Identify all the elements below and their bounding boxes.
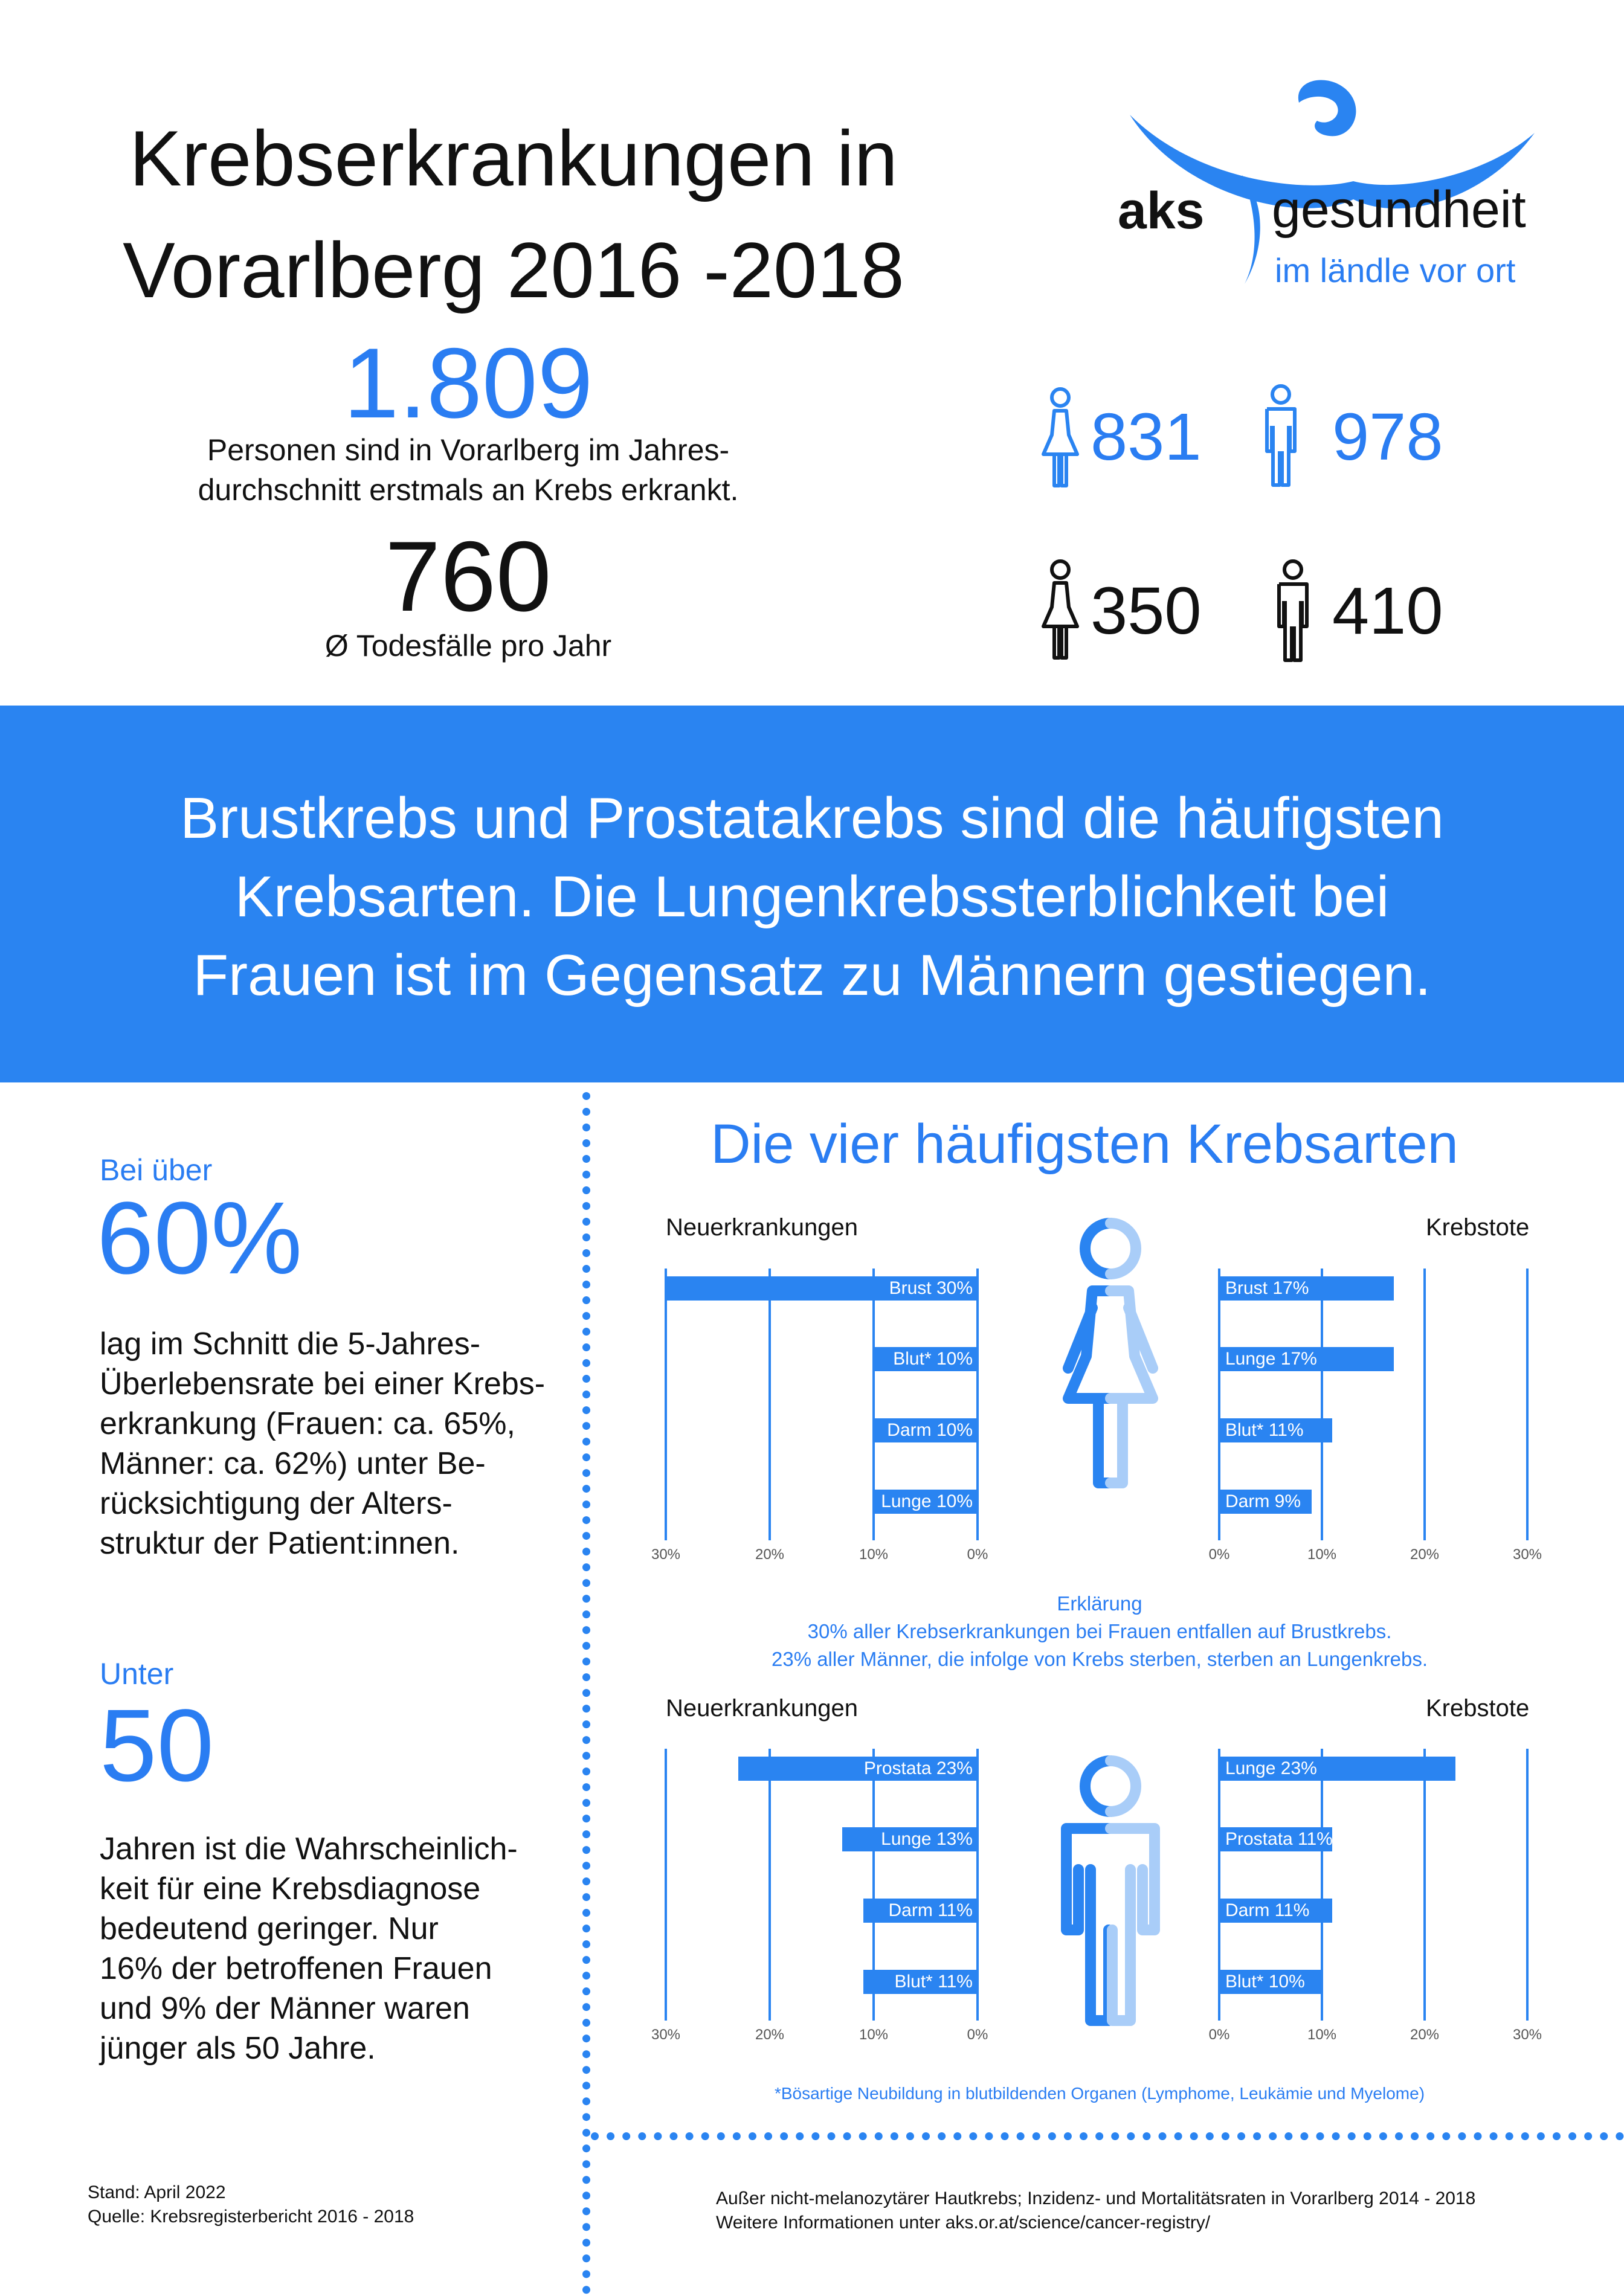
bar: [666, 1276, 978, 1301]
footer-right: [716, 2187, 1475, 2235]
survival-prefix: Bei über: [100, 1153, 213, 1187]
bar: [863, 1970, 978, 1994]
bar-label: Lunge 10%: [881, 1491, 973, 1511]
horizontal-divider: [591, 2132, 1624, 2140]
explanation-line-1: 30% aller Krebserkrankungen bei Frauen entfallen auf Brustkrebs.: [807, 1620, 1392, 1642]
age-line: und 9% der Männer waren: [100, 1991, 470, 2026]
bar: [738, 1757, 978, 1781]
bar: [1219, 1970, 1322, 1994]
bar: [874, 1347, 978, 1371]
survival-line: lag im Schnitt die 5-Jahres-: [100, 1326, 481, 1362]
chart-header-left: Neuerkrankungen: [666, 1214, 858, 1241]
bar: [1219, 1757, 1455, 1781]
incidence-men: 978: [1332, 400, 1443, 474]
tick-label: 0%: [967, 2027, 988, 2043]
aks-logo: [1112, 79, 1547, 302]
chart-header-right: Krebstote: [1426, 1214, 1530, 1241]
age-prefix: Unter: [100, 1657, 174, 1691]
banner-line-3: Frauen ist im Gegensatz zu Männern gestiegen.: [193, 943, 1431, 1008]
tick-label: 20%: [755, 1546, 785, 1563]
gridline: [1423, 1269, 1426, 1540]
survival-line: rücksichtigung der Alters-: [100, 1486, 453, 1521]
tick-label: 30%: [1512, 2027, 1542, 2043]
banner-line-1: Brustkrebs und Prostatakrebs sind die häufigsten: [180, 786, 1444, 851]
woman-icon: [1036, 559, 1084, 661]
logo-brand: aks: [1118, 182, 1205, 240]
tick-label: 10%: [859, 1546, 889, 1563]
bar: [1219, 1276, 1394, 1301]
footer-note: Außer nicht-melanozytärer Hautkrebs; Inzidenz- und Mortalitätsraten in Vorarlberg 2014 - 2018: [716, 2188, 1476, 2208]
gridline: [1526, 1749, 1529, 2021]
tick-label: 30%: [651, 2027, 681, 2043]
footnote: *Bösartige Neubildung in blutbildenden Organen (Lymphome, Leukämie und Myelome): [774, 2084, 1425, 2103]
bar-label: Blut* 11%: [1225, 1420, 1304, 1440]
incidence-women: 831: [1091, 400, 1202, 474]
tick-label: 0%: [1208, 2027, 1230, 2043]
gridline: [665, 1269, 667, 1540]
tick-label: 20%: [1410, 1546, 1440, 1563]
bar-label: Prostata 11%: [1225, 1829, 1333, 1849]
gridline: [768, 1749, 771, 2021]
bar-label: Darm 10%: [887, 1420, 973, 1440]
page-title: [121, 103, 906, 326]
age-line: Jahren ist die Wahrscheinlich-: [100, 1831, 518, 1867]
tick-label: 30%: [651, 1546, 681, 1563]
age-line: jünger als 50 Jahre.: [100, 2031, 376, 2066]
footer-link: Weitere Informationen unter aks.or.at/science/cancer-registry/: [716, 2213, 1211, 2233]
gridline: [1526, 1269, 1529, 1540]
footer-source: Quelle: Krebsregisterbericht 2016 - 2018: [88, 2207, 414, 2227]
bar: [874, 1418, 978, 1442]
age-line: keit für eine Krebsdiagnose: [100, 1871, 481, 1906]
explanation: [628, 1590, 1571, 1673]
chart-title: Die vier häufigsten Krebsarten: [710, 1113, 1458, 1175]
age-line: 16% der betroffenen Frauen: [100, 1951, 492, 1986]
deaths-total: 760: [385, 521, 552, 632]
survival-line: Männer: ca. 62%) unter Be-: [100, 1446, 486, 1481]
bar: [1219, 1347, 1394, 1371]
bar: [874, 1490, 978, 1514]
bar-label: Brust 17%: [1225, 1278, 1309, 1298]
bar: [1219, 1490, 1312, 1514]
logo-tagline: im ländle vor ort: [1275, 251, 1516, 289]
tick-label: 0%: [967, 1546, 988, 1563]
explanation-title: Erklärung: [1057, 1592, 1142, 1615]
bar-label: Blut* 10%: [893, 1349, 973, 1369]
bar-label: Brust 30%: [889, 1278, 973, 1298]
tick-label: 0%: [1208, 1546, 1230, 1563]
bar-label: Blut* 11%: [894, 1972, 973, 1992]
survival-line: struktur der Patient:innen.: [100, 1526, 460, 1561]
bar: [1219, 1418, 1332, 1442]
footer-stand: Stand: April 2022: [88, 2182, 226, 2202]
incidence-text-line-2: durchschnitt erstmals an Krebs erkrankt.: [198, 473, 739, 507]
chart-header-left: Neuerkrankungen: [666, 1695, 858, 1722]
woman-icon: [1036, 387, 1084, 489]
tick-label: 20%: [1410, 2027, 1440, 2043]
gridline: [1423, 1749, 1426, 2021]
age-text: [100, 1829, 559, 2068]
man-icon: [1272, 559, 1314, 664]
tick-label: 20%: [755, 2027, 785, 2043]
gridline: [1321, 1269, 1323, 1540]
gridline: [768, 1269, 771, 1540]
title-line-2: Vorarlberg 2016 -2018: [123, 226, 904, 314]
vertical-divider: [582, 1092, 590, 2294]
woman-figure-icon: [1050, 1217, 1171, 1495]
footer-left: [88, 2181, 414, 2229]
survival-line: Überlebensrate bei einer Krebs-: [100, 1366, 546, 1401]
bar-label: Darm 11%: [1225, 1900, 1310, 1920]
age-value: 50: [100, 1688, 214, 1803]
incidence-total: 1.809: [343, 327, 593, 439]
incidence-text-line-1: Personen sind in Vorarlberg im Jahres-: [207, 433, 730, 467]
tick-label: 10%: [859, 2027, 889, 2043]
bar: [842, 1827, 978, 1851]
banner-text: [91, 779, 1533, 1015]
bar: [863, 1899, 978, 1923]
bar-label: Lunge 13%: [881, 1829, 973, 1849]
explanation-line-2: 23% aller Männer, die infolge von Krebs sterben, sterben an Lungenkrebs.: [771, 1648, 1428, 1670]
bar-label: Darm 9%: [1225, 1491, 1301, 1511]
man-figure-icon: [1053, 1755, 1168, 2033]
bar-label: Prostata 23%: [863, 1758, 973, 1778]
bar: [1219, 1827, 1332, 1851]
deaths-text: Ø Todesfälle pro Jahr: [324, 629, 612, 663]
bar-label: Blut* 10%: [1225, 1972, 1305, 1992]
age-line: bedeutend geringer. Nur: [100, 1911, 439, 1946]
title-line-1: Krebserkrankungen in: [129, 114, 898, 202]
deaths-men: 410: [1332, 574, 1443, 648]
man-icon: [1260, 384, 1302, 489]
bar-label: Lunge 23%: [1225, 1758, 1317, 1778]
tick-label: 10%: [1307, 2027, 1337, 2043]
survival-text: [100, 1324, 559, 1563]
bar: [1219, 1899, 1332, 1923]
survival-value: 60%: [97, 1181, 303, 1296]
logo-name: gesundheit: [1272, 181, 1526, 239]
gridline: [665, 1749, 667, 2021]
bar-label: Darm 11%: [888, 1900, 973, 1920]
tick-label: 30%: [1512, 1546, 1542, 1563]
banner-line-2: Krebsarten. Die Lungenkrebssterblichkeit bei: [234, 864, 1390, 929]
incidence-text: [151, 430, 785, 510]
deaths-women: 350: [1091, 574, 1202, 648]
survival-line: erkrankung (Frauen: ca. 65%,: [100, 1406, 515, 1441]
bar-label: Lunge 17%: [1225, 1349, 1317, 1369]
chart-header-right: Krebstote: [1426, 1695, 1530, 1722]
tick-label: 10%: [1307, 1546, 1337, 1563]
